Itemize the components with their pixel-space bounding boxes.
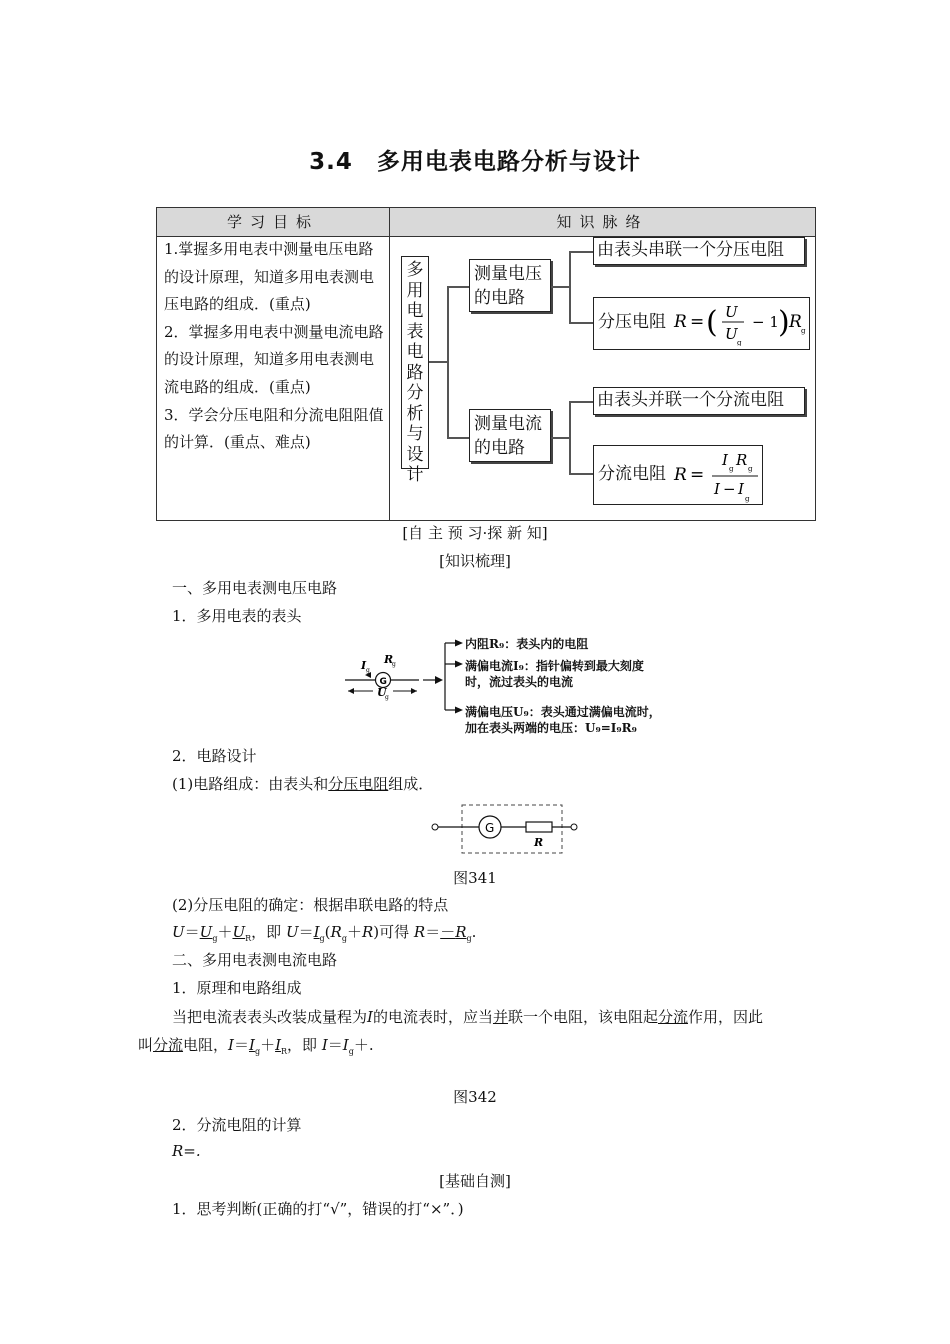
shunt-resistance-formula: R=.: [172, 1142, 201, 1160]
svg-text:R: R: [384, 653, 394, 666]
connector: [447, 286, 469, 288]
svg-text:g: g: [737, 339, 742, 346]
mindmap-voltage-node: 测量电压的电路: [469, 259, 551, 312]
svg-text:(: (: [706, 305, 718, 340]
goal-item: 3．学会分压电阻和分流电阻阻值的计算．(重点、难点): [164, 405, 384, 452]
svg-text:R: R: [534, 836, 544, 849]
connector: [447, 286, 449, 438]
part1-item2-1: (1)电路组成：由表头和分压电阻组成．: [172, 775, 434, 793]
svg-text:g: g: [748, 465, 753, 473]
svg-text:G: G: [379, 677, 387, 687]
connector: [569, 401, 593, 403]
svg-text:I: I: [361, 659, 367, 672]
svg-text:g: g: [745, 495, 750, 503]
svg-text:U: U: [725, 303, 738, 321]
part2-item1: 1．原理和电路组成: [172, 979, 302, 997]
part2-paragraph-cont: 叫分流电阻，$I=I_g+I_R$，即 $I=I_g+$.: [138, 1036, 374, 1056]
svg-text:I: I: [714, 480, 720, 498]
svg-text:): ): [778, 305, 790, 340]
part1-item2-2: (2)分压电阻的确定：根据串联电路的特点: [172, 896, 449, 914]
svg-text:=: =: [690, 465, 705, 485]
svg-text:g: g: [801, 327, 806, 335]
mindmap-root: 多用电表电路分析与设计: [401, 256, 429, 469]
mindmap-series-leaf: 由表头串联一个分压电阻: [593, 237, 805, 265]
part1-item1: 1．多用电表的表头: [172, 607, 302, 625]
table-divider: [389, 236, 390, 520]
goal-item: 2．掌握多用电表中测量电流电路的设计原理，知道多用电表测电流电路的组成．(重点): [164, 322, 384, 396]
part1-title: 一、多用电表测电压电路: [172, 579, 338, 597]
svg-text:− 1: − 1: [752, 313, 779, 331]
svg-text:−: −: [723, 480, 736, 498]
table-header-goals: 学习目标: [157, 208, 390, 237]
svg-text:R: R: [674, 465, 687, 485]
connector: [551, 437, 569, 439]
connector: [569, 251, 593, 253]
part2-item2: 2．分流电阻的计算: [172, 1116, 302, 1134]
part2-paragraph: 当把电流表表头改装成量程为I的电流表时，应当并联一个电阻，该电阻起分流作用，因此: [172, 1008, 764, 1026]
connector: [569, 251, 571, 323]
table-header-knowledge: 知识脉络: [390, 208, 815, 237]
svg-text:g: g: [392, 661, 396, 668]
section-preview: [自 主 预 习·探 新 知]: [402, 524, 548, 542]
answer-blank: 分压电阻: [328, 775, 389, 793]
connector: [569, 401, 571, 474]
svg-text:G: G: [485, 821, 495, 835]
connector: [429, 361, 447, 363]
head-note-resistance: 内阻R₉：表头内的电阻: [465, 637, 589, 651]
connector: [569, 473, 593, 475]
mindmap-shunt-formula: 分流电阻 R = I g R g I − I g: [593, 445, 763, 505]
head-note-current: 满偏电流I₉：指针偏转到最大刻度 时，流过表头的电流: [465, 659, 644, 689]
divider-formula-svg: [672, 298, 812, 346]
figure-caption-341: 图341: [453, 869, 497, 887]
part2-title: 二、多用电表测电流电路: [172, 951, 338, 969]
voltage-circuit-figure: [428, 803, 580, 855]
svg-text:U: U: [377, 686, 387, 699]
figure-caption-342: 图342: [453, 1088, 497, 1106]
svg-text:g: g: [366, 667, 370, 674]
question-1: 1．思考判断(正确的打“√”，错误的打“×”．): [172, 1200, 464, 1218]
svg-text:I: I: [722, 451, 728, 469]
goal-item: 1.掌握多用电表中测量电压电路的设计原理，知道多用电表测电压电路的组成．(重点): [164, 240, 375, 314]
shunt-formula-svg: [672, 446, 762, 504]
connector: [551, 286, 569, 288]
svg-text:R: R: [789, 312, 802, 332]
learning-goals: [164, 236, 384, 457]
connector: [447, 437, 469, 439]
part1-item2: 2．电路设计: [172, 747, 257, 765]
svg-text:g: g: [729, 465, 734, 473]
mindmap-divider-formula: 分压电阻 R = ( U U g − 1 ) R g: [593, 297, 810, 350]
series-equation: $U=U_g+U_R$，即 $U=I_g(R_g+R)$可得 $R=-R_g$.: [172, 923, 477, 943]
svg-text:I: I: [738, 480, 744, 498]
connector: [569, 322, 593, 324]
mindmap-parallel-leaf: 由表头并联一个分流电阻: [593, 387, 805, 415]
mindmap-current-node: 测量电流的电路: [469, 409, 551, 462]
page-title: 3.4 多用电表电路分析与设计: [309, 149, 641, 175]
svg-text:g: g: [385, 694, 389, 701]
section-base-test: [基础自测]: [439, 1172, 511, 1190]
svg-text:R: R: [674, 312, 687, 332]
svg-text:=: =: [690, 312, 705, 332]
svg-text:R: R: [736, 451, 748, 469]
section-knowledge: [知识梳理]: [439, 552, 511, 570]
svg-text:U: U: [725, 325, 738, 343]
head-note-voltage: 满偏电压U₉：表头通过满偏电流时， 加在表头两端的电压：U₉=I₉R₉: [465, 705, 661, 735]
